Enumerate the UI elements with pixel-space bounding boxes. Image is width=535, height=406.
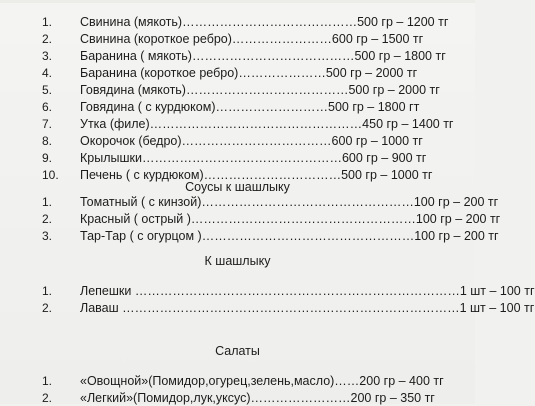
cut-off-top-line [0, 0, 475, 3]
main-item-row [0, 133, 475, 149]
salad-item-number: 2. [42, 391, 53, 405]
section-heading-sauces: Соусы к шашлыку [185, 180, 290, 194]
bread-item-row [0, 283, 535, 299]
main-item-number: 6. [42, 100, 53, 114]
main-item-text: Утка (филе)……………………………………………450 гр – 1400 тг [80, 117, 454, 131]
salad-item-number: 1. [42, 374, 53, 388]
main-item-row [0, 14, 475, 30]
main-item-text: Окорочок (бедро)………………………………600 гр – 1000 тг [80, 134, 423, 148]
main-item-row [0, 48, 475, 64]
sauce-item-text: Тар-Тар ( с огурцом )……………………………………………100 гр – 200 тг [80, 229, 499, 243]
sauce-item-number: 1. [42, 195, 53, 209]
main-item-number: 7. [42, 117, 53, 131]
section-heading-salads: Салаты [215, 344, 260, 358]
main-item-text: Говядина ( с курдюком)………………………500 гр – 1800 гт [80, 100, 420, 114]
sauce-item-number: 2. [42, 212, 53, 226]
sauce-item-row [0, 228, 499, 244]
main-item-number: 1. [42, 15, 53, 29]
sauce-item-text: Красный ( острый )………………………………………………100 гр – 200 тг [80, 212, 501, 226]
main-item-row [0, 150, 475, 166]
main-item-number: 5. [42, 83, 53, 97]
main-item-row [0, 31, 475, 47]
main-item-row [0, 82, 475, 98]
sauce-item-text: Томатный ( с кинзой)……………………………………………100 гр – 200 тг [80, 195, 499, 209]
main-item-text: Баранина (короткое ребро)…………………500 гр – 2000 тг [80, 66, 418, 80]
main-item-row [0, 65, 475, 81]
main-item-text: Крылышки…………………………………………600 гр – 900 тг [80, 151, 427, 165]
main-item-number: 3. [42, 49, 53, 63]
bread-item-row [0, 300, 535, 316]
salad-item-text: «Овощной»(Помидор,огурец,зелень,масло)……200 гр – 400 тг [80, 374, 444, 388]
main-item-text: Свинина (короткое ребро)……………………600 гр – 1500 тг [80, 32, 424, 46]
main-item-row [0, 99, 475, 115]
main-item-number: 4. [42, 66, 53, 80]
main-item-number: 2. [42, 32, 53, 46]
bread-item-number: 2. [42, 301, 53, 315]
main-item-number: 8. [42, 134, 53, 148]
bread-item-text: Лаваш ………………………………………………………………………1 шт – 100 тг [80, 301, 535, 315]
salad-item-row [0, 373, 475, 389]
sauce-item-row [0, 211, 501, 227]
main-item-number: 10. [42, 168, 59, 182]
salad-item-row [0, 390, 475, 406]
bread-item-number: 1. [42, 284, 53, 298]
main-item-number: 9. [42, 151, 53, 165]
main-item-text: Говядина (мякоть)…………………………………500 гр – 2000 тг [80, 83, 440, 97]
sauce-item-number: 3. [42, 229, 53, 243]
salad-item-text: «Легкий»(Помидор,лук,уксус)……………………200 гр – 350 тг [80, 391, 435, 405]
main-item-text: Баранина ( мякоть)…………………………………500 гр – 1800 тг [80, 49, 446, 63]
main-item-text: Свинина (мякоть)……………………………………500 гр – 1200 тг [80, 15, 449, 29]
section-heading-bread: К шашлыку [204, 254, 271, 268]
main-item-text: Печень ( с курдюком)……………………………500 гр – 1000 тг [80, 168, 433, 182]
main-item-row [0, 116, 475, 132]
bread-item-text: Лепешки ……………………………………………………………………1 шт – 100 тг [80, 284, 535, 298]
sauce-item-row [0, 194, 499, 210]
